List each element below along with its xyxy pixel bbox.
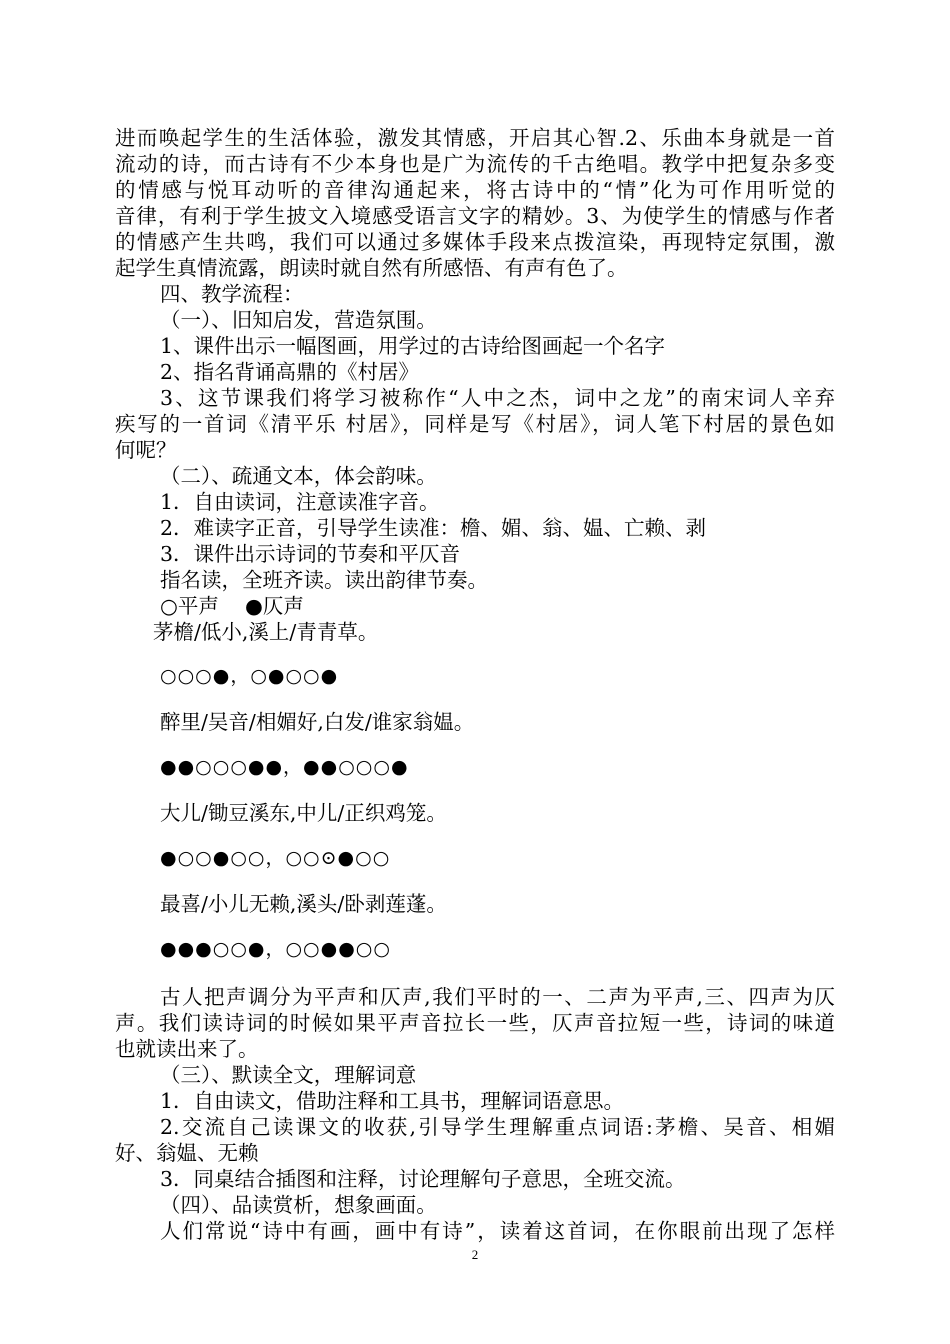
text-line: 疾写的一首词《清平乐 村居》，同样是写《村居》，词人笔下村居的景色如 <box>115 412 835 436</box>
poem-line: 醉里/吴音/相媚好,白发/谁家翁媪。 <box>160 710 475 734</box>
text-line: 1．自由读词，注意读准字音。 <box>160 490 440 514</box>
text-line: 1、课件出示一幅图画，用学过的古诗给图画起一个名字 <box>160 334 666 358</box>
text-line: 2、指名背诵高鼎的《村居》 <box>160 360 420 384</box>
text-line: 声。我们读诗词的时候如果平声音拉长一些，仄声音拉短一些，诗词的味道 <box>115 1011 835 1035</box>
text-line: 起学生真情流露，朗读时就自然有所感悟、有声有色了。 <box>115 256 628 280</box>
poem-line: 大儿/锄豆溪东,中儿/正织鸡笼。 <box>160 801 447 825</box>
text-line: 3、这节课我们将学习被称作“人中之杰，词中之龙”的南宋词人辛弃 <box>160 386 835 410</box>
subsection-heading: （一）、旧知启发，营造氛围。 <box>160 308 437 332</box>
text-line: 2.交流自己读课文的收获,引导学生理解重点词语:茅檐、吴音、相媚 <box>160 1115 835 1139</box>
text-line: 的情感与悦耳动听的音律沟通起来，将古诗中的“情”化为可作用听觉的 <box>115 178 835 202</box>
text-line: 进而唤起学生的生活体验，激发其情感，开启其心智.2、乐曲本身就是一首 <box>115 126 835 150</box>
text-line: 3．同桌结合插图和注释，讨论理解句子意思，全班交流。 <box>160 1167 686 1191</box>
text-line: 流动的诗，而古诗有不少本身也是广为流传的千古绝唱。教学中把复杂多变 <box>115 152 835 176</box>
text-line: 的情感产生共鸣，我们可以通过多媒体手段来点拨渲染，再现特定氛围，激 <box>115 230 835 254</box>
subsection-heading: （三）、默读全文，理解词意 <box>160 1063 417 1087</box>
page-number: 2 <box>471 1247 479 1262</box>
poem-line: 茅檐/低小,溪上/青青草。 <box>153 620 379 644</box>
tone-pattern: ●○○●○○，○○⊙●○○ <box>160 847 391 869</box>
text-line: 1．自由读文，借助注释和工具书，理解词语意思。 <box>160 1089 625 1113</box>
text-line: 音律，有利于学生披文入境感受语言文字的精妙。3、为使学生的情感与作者 <box>115 204 835 228</box>
text-line: 2．难读字正音，引导学生读准：檐、媚、翁、媪、亡赖、剥 <box>160 516 707 540</box>
tone-pattern: ○○○●，○●○○● <box>160 665 339 687</box>
tone-pattern: ●●○○○●●，●●○○○● <box>160 756 409 778</box>
poem-line: 最喜/小儿无赖,溪头/卧剥莲蓬。 <box>160 892 447 916</box>
text-line: 好、翁媪、无赖 <box>115 1141 259 1165</box>
tone-pattern: ●●●○○●，○○●●○○ <box>160 938 391 960</box>
section-heading: 四、教学流程： <box>160 282 304 306</box>
text-line: 何呢？ <box>115 438 177 462</box>
subsection-heading: （四）、品读赏析，想象画面。 <box>160 1193 437 1217</box>
subsection-heading: （二）、疏通文本，体会韵味。 <box>160 464 437 488</box>
text-line: 指名读，全班齐读。读出韵律节奏。 <box>160 568 488 592</box>
text-line: 3．课件出示诗词的节奏和平仄音 <box>160 542 461 566</box>
text-line: 古人把声调分为平声和仄声,我们平时的一、二声为平声,三、四声为仄 <box>160 985 835 1009</box>
text-line: 也就读出来了。 <box>115 1037 259 1061</box>
text-line: 人们常说“诗中有画，画中有诗”，读着这首词，在你眼前出现了怎样 <box>160 1219 835 1243</box>
tone-legend: ○平声 ●仄声 <box>160 594 304 618</box>
